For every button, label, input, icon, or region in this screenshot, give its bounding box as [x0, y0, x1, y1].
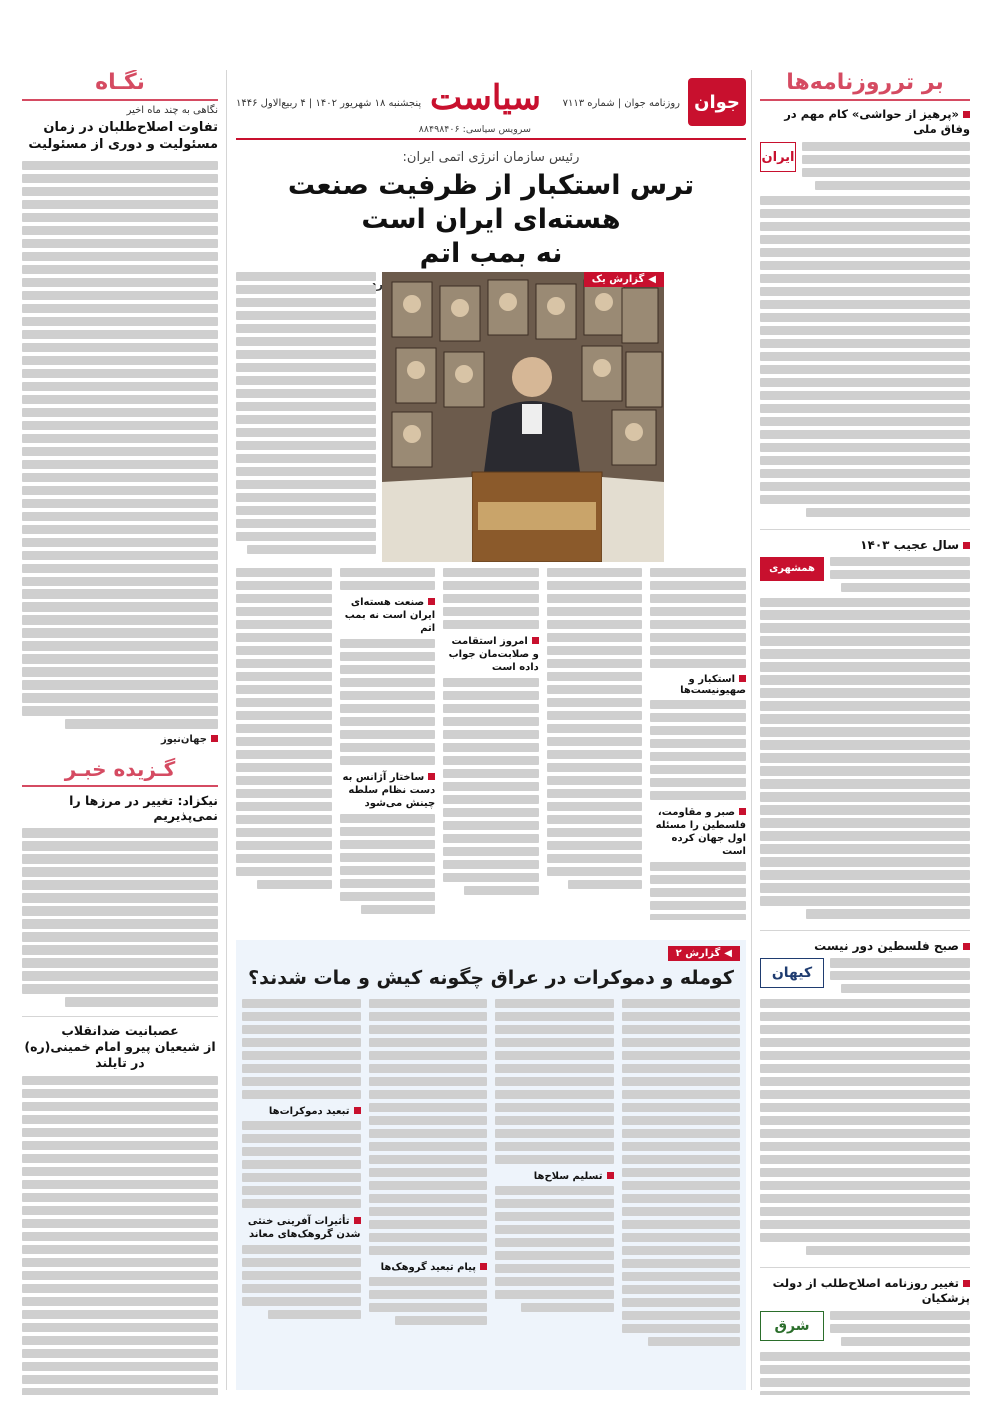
bottom-report-tag: ◀ گزارش ۲: [668, 946, 740, 961]
left-section-title: نگـاه: [22, 70, 218, 101]
subhead-1: استکبار و صهیونیست‌ها: [680, 673, 746, 696]
bottom-subhead-3: تسلیم سلاح‌ها: [495, 1171, 614, 1182]
story-3-title: صبح فلسطین دور نیست: [760, 939, 970, 953]
story-2: [760, 538, 970, 923]
story-2-title: سال عجیب ۱۴۰۳: [760, 538, 970, 552]
left-column: [22, 70, 218, 1395]
left-section2-title: گـزیده خبـر: [22, 757, 218, 787]
right-column: [760, 70, 970, 1395]
story-3: [760, 939, 970, 1259]
shargh-logo: شرق: [760, 1311, 824, 1341]
masthead-logo: جوان: [688, 78, 746, 126]
arrow-icon: ◀: [648, 274, 656, 285]
story-4: [760, 1276, 970, 1395]
subhead-5: ساختار آژانس به دست نظام سلطه چینش می‌شود: [342, 771, 436, 809]
masthead: [236, 78, 746, 140]
main-headline: ترس استکبار از ظرفیت صنعت هسته‌ای ایران است نه بمب اتم: [287, 170, 695, 269]
bottom-subhead-2: تأثیرات آفرینی خنثی شدن گروهک‌های معاند: [247, 1215, 361, 1240]
main-body-columns: [236, 568, 746, 920]
masthead-section-name: سیاست: [430, 78, 541, 118]
kayhan-logo: کیهان: [760, 958, 824, 988]
story-1: [760, 107, 970, 521]
masthead-issue: روزنامه جوان | شماره ۷۱۱۳: [562, 98, 680, 109]
masthead-phone: سرویس سیاسی: ۸۸۴۹۸۴۰۶: [418, 124, 531, 135]
main-body-col-left: [236, 272, 376, 562]
story-4-title: تغییر روزنامه اصلاح‌طلب از دولت پزشکیان: [772, 1275, 970, 1305]
left-column-rule: [226, 70, 227, 1390]
hamshahri-logo: همشهری: [760, 557, 824, 581]
bottom-headline: کومله و دموکرات در عراق چگونه کیش و مات شدند؟: [248, 967, 734, 989]
right-section-title: بر ترروزنامه‌ها: [760, 70, 970, 101]
bottom-col-1: [622, 999, 741, 1369]
masthead-date: پنجشنبه ۱۸ شهریور ۱۴۰۲ | ۴ ربیع‌الاول ۱۴۴۶: [236, 98, 422, 109]
subhead-3: امروز استقامت و صلابت‌مان جواب داده است: [448, 635, 539, 673]
photo-report-tag: ◀ گزارش یک: [584, 272, 664, 287]
bottom-col-3: [369, 999, 488, 1369]
main-photo: [382, 272, 664, 562]
left-headline: تفاوت اصلاح‌طلبان در زمان مسئولیت و دوری از مسئولیت: [28, 120, 218, 152]
bottom-subhead-1: تبعید دموکرات‌ها: [242, 1106, 361, 1117]
left-source: جهان‌نیوز: [22, 734, 218, 745]
iran-logo: ایران: [760, 142, 796, 172]
main-story: [236, 150, 746, 291]
body-col-2: [547, 568, 643, 920]
body-col-4: [340, 568, 436, 920]
main-kicker: رئیس سازمان انرژی اتمی ایران:: [402, 150, 580, 165]
left-news-1: نیکزاد: تغییر در مرزها را نمی‌پذیریم: [69, 793, 218, 824]
bottom-col-2: [495, 999, 614, 1369]
speaker-photo-illustration: [382, 272, 664, 562]
bottom-col-4: [242, 999, 361, 1369]
story-1-title: «پرهیز از حواشی» کام مهم در وفاق ملی: [784, 107, 970, 136]
left-kicker: نگاهی به چند ماه اخیر: [126, 105, 218, 116]
body-col-3: [443, 568, 539, 920]
arrow-icon: ◀: [724, 948, 732, 959]
subhead-4: صنعت هسته‌ای ایران است نه بمب اتم: [344, 596, 436, 634]
left-news-2: عصبانیت ضدانقلاب از شیعیان پیرو امام خمینی(ره) در تایلند: [24, 1023, 216, 1071]
right-column-rule: [751, 70, 752, 1390]
body-col-1: [650, 568, 746, 920]
subhead-2: صبر و مقاومت، فلسطین را مسئله اول جهان کرده است: [655, 806, 746, 857]
bottom-subhead-4: پیام تبعید گروهک‌ها: [369, 1262, 488, 1273]
body-col-5: [236, 568, 332, 920]
bottom-report: [236, 940, 746, 1390]
